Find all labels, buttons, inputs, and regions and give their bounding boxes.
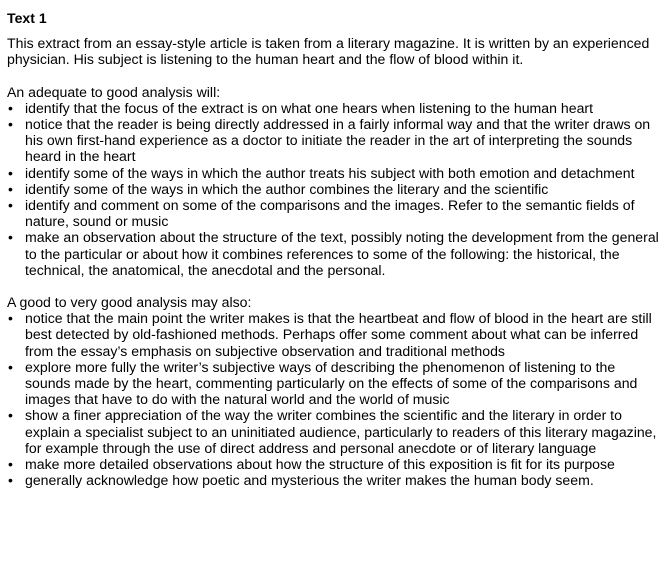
list-item-text: explore more fully the writer’s subjective ways of describing the phenomenon of listening to the sounds made by the heart, commenting particularly on the effects of some of the comparisons and images that have to do with the natural world and the world of music xyxy=(25,358,638,408)
bullet-icon: • xyxy=(8,197,13,214)
list-item-text: identify that the focus of the extract is on what one hears when listening to the human heart xyxy=(25,99,594,116)
bullet-icon: • xyxy=(8,180,13,197)
bullet-icon: • xyxy=(8,472,13,489)
bullet-list xyxy=(7,310,669,488)
list-item xyxy=(7,472,669,488)
intro-paragraph: This extract from an essay-style article is taken from a literary magazine. It is written by an experienced physician. His subject is listening to the human heart and the flow of blood within it. xyxy=(7,35,650,68)
list-item-text: notice that the main point the writer makes is that the heartbeat and flow of blood in the heart are still best detected by old-fashioned methods. Perhaps offer some comment about what can be inferred from the essay’s emphasis on subjective observation and traditional methods xyxy=(25,310,652,359)
bullet-icon: • xyxy=(8,116,13,133)
document-title: Text 1 xyxy=(7,10,47,26)
bullet-icon: • xyxy=(8,229,13,246)
section-heading: An adequate to good analysis will: xyxy=(7,83,221,100)
list-item-text: identify some of the ways in which the author combines the literary and the scientific xyxy=(25,180,549,197)
section-good xyxy=(7,294,669,488)
list-item xyxy=(7,456,669,472)
list-item xyxy=(7,310,669,359)
list-item xyxy=(7,100,669,116)
bullet-icon: • xyxy=(8,456,13,473)
bullet-icon: • xyxy=(8,164,13,181)
list-item xyxy=(7,229,669,278)
bullet-icon: • xyxy=(8,407,13,424)
bullet-icon: • xyxy=(8,99,13,116)
list-item xyxy=(7,116,669,165)
list-item xyxy=(7,407,669,456)
list-item-text: generally acknowledge how poetic and mysterious the writer makes the human body seem. xyxy=(25,472,594,489)
list-item xyxy=(7,165,669,181)
list-item xyxy=(7,181,669,197)
bullet-icon: • xyxy=(8,310,13,327)
list-item-text: show a finer appreciation of the way the writer combines the scientific and the literary in order to explain a specialist subject to an uninitiated audience, particularly to readers of this literary magazine, for example through the use of direct address and personal anecdote or of literary language xyxy=(25,407,657,456)
list-item xyxy=(7,197,669,229)
section-adequate xyxy=(7,84,669,278)
section-heading: A good to very good analysis may also: xyxy=(7,294,252,311)
list-item-text: identify some of the ways in which the author treats his subject with both emotion and detachment xyxy=(25,164,635,181)
list-item-text: identify and comment on some of the comparisons and the images. Refer to the semantic fields of nature, sound or music xyxy=(25,197,635,230)
list-item-text: make more detailed observations about how the structure of this exposition is fit for its purpose xyxy=(25,456,615,473)
list-item xyxy=(7,359,669,408)
list-item-text: make an observation about the structure of the text, possibly noting the development from the general to the particular or about how it combines references to some of the following: the historical, the technical, the anatomical, the anecdotal and the personal. xyxy=(25,229,659,278)
bullet-icon: • xyxy=(8,358,13,375)
bullet-list xyxy=(7,100,669,278)
list-item-text: notice that the reader is being directly addressed in a fairly informal way and that the writer draws on his own first-hand experience as a doctor to initiate the reader in the art of interpreting the sounds heard in the heart xyxy=(25,116,651,165)
